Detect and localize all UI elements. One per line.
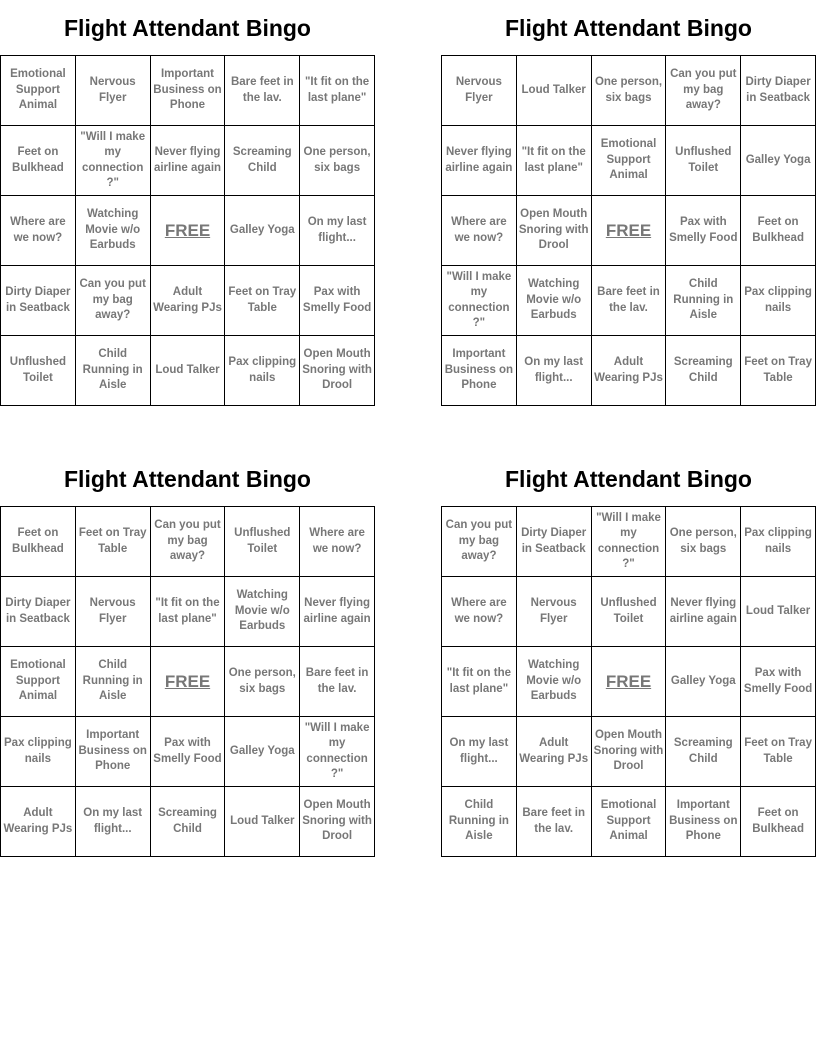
bingo-cell: Pax clipping nails (1, 717, 76, 787)
bingo-cell: Where are we now? (442, 196, 517, 266)
bingo-cell: Loud Talker (517, 56, 592, 126)
bingo-grid (0, 506, 375, 857)
card-title: Flight Attendant Bingo (505, 466, 752, 492)
bingo-cell: Dirty Diaper in Seatback (1, 266, 76, 336)
bingo-cell: Emotional Support Animal (1, 56, 76, 126)
bingo-cell: Nervous Flyer (76, 577, 151, 647)
bingo-cell: Bare feet in the lav. (300, 647, 375, 717)
bingo-cell: Dirty Diaper in Seatback (517, 507, 592, 577)
bingo-cell: Nervous Flyer (442, 56, 517, 126)
bingo-cell: Loud Talker (225, 787, 300, 857)
bingo-cell: Can you put my bag away? (442, 507, 517, 577)
bingo-cell: Adult Wearing PJs (592, 336, 667, 406)
free-space-cell: FREE (592, 196, 667, 266)
bingo-cell: Never flying airline again (442, 126, 517, 196)
bingo-cell: Open Mouth Snoring with Drool (517, 196, 592, 266)
bingo-cell: Dirty Diaper in Seatback (1, 577, 76, 647)
bingo-cell: Emotional Support Animal (592, 126, 667, 196)
bingo-cell: "Will I make my connection ?" (300, 717, 375, 787)
bingo-cell: Galley Yoga (225, 717, 300, 787)
bingo-cell: Emotional Support Animal (592, 787, 667, 857)
bingo-cell: Emotional Support Animal (1, 647, 76, 717)
bingo-cell: Galley Yoga (225, 196, 300, 266)
free-space-cell: FREE (592, 647, 667, 717)
bingo-cell: Pax clipping nails (225, 336, 300, 406)
bingo-cell: "Will I make my connection ?" (442, 266, 517, 336)
bingo-cell: Never flying airline again (300, 577, 375, 647)
bingo-cell: Watching Movie w/o Earbuds (76, 196, 151, 266)
bingo-cell: Important Business on Phone (666, 787, 741, 857)
bingo-cell: One person, six bags (592, 56, 667, 126)
bingo-cell: Loud Talker (151, 336, 226, 406)
bingo-cell: Screaming Child (666, 336, 741, 406)
bingo-cell: "It fit on the last plane" (300, 56, 375, 126)
bingo-cell: On my last flight... (517, 336, 592, 406)
bingo-cell: Child Running in Aisle (442, 787, 517, 857)
bingo-cell: Adult Wearing PJs (1, 787, 76, 857)
bingo-grid (441, 506, 816, 857)
bingo-cell: Pax with Smelly Food (666, 196, 741, 266)
bingo-cell: Pax clipping nails (741, 266, 816, 336)
bingo-cell: "It fit on the last plane" (517, 126, 592, 196)
bingo-cell: Important Business on Phone (442, 336, 517, 406)
bingo-cell: Feet on Bulkhead (1, 126, 76, 196)
bingo-cell: Never flying airline again (151, 126, 226, 196)
bingo-cell: Watching Movie w/o Earbuds (225, 577, 300, 647)
bingo-cell: Unflushed Toilet (225, 507, 300, 577)
bingo-cell: Feet on Bulkhead (1, 507, 76, 577)
bingo-cell: Galley Yoga (666, 647, 741, 717)
bingo-cell: Screaming Child (666, 717, 741, 787)
bingo-cell: One person, six bags (300, 126, 375, 196)
bingo-cell: On my last flight... (442, 717, 517, 787)
bingo-cell: "It fit on the last plane" (151, 577, 226, 647)
free-space-cell: FREE (151, 647, 226, 717)
bingo-cell: Important Business on Phone (76, 717, 151, 787)
card-title: Flight Attendant Bingo (64, 15, 311, 41)
bingo-cell: Feet on Bulkhead (741, 787, 816, 857)
bingo-cell: Pax with Smelly Food (741, 647, 816, 717)
bingo-cell: Can you put my bag away? (76, 266, 151, 336)
bingo-cell: Where are we now? (300, 507, 375, 577)
bingo-cell: Open Mouth Snoring with Drool (300, 336, 375, 406)
bingo-cell: Bare feet in the lav. (592, 266, 667, 336)
card-title: Flight Attendant Bingo (505, 15, 752, 41)
bingo-cell: Bare feet in the lav. (517, 787, 592, 857)
bingo-cell: Adult Wearing PJs (517, 717, 592, 787)
bingo-cell: Watching Movie w/o Earbuds (517, 647, 592, 717)
bingo-cell: Unflushed Toilet (666, 126, 741, 196)
bingo-cell: Child Running in Aisle (76, 336, 151, 406)
bingo-cell: Feet on Tray Table (225, 266, 300, 336)
bingo-cell: Screaming Child (151, 787, 226, 857)
bingo-cell: Adult Wearing PJs (151, 266, 226, 336)
bingo-cell: Feet on Tray Table (741, 717, 816, 787)
bingo-cell: Never flying airline again (666, 577, 741, 647)
bingo-cell: Feet on Tray Table (741, 336, 816, 406)
bingo-cell: Watching Movie w/o Earbuds (517, 266, 592, 336)
bingo-cell: Can you put my bag away? (151, 507, 226, 577)
bingo-cell: Bare feet in the lav. (225, 56, 300, 126)
bingo-cell: Nervous Flyer (517, 577, 592, 647)
bingo-cell: "Will I make my connection ?" (76, 126, 151, 196)
bingo-cell: "Will I make my connection ?" (592, 507, 667, 577)
bingo-cell: Pax with Smelly Food (300, 266, 375, 336)
bingo-cell: One person, six bags (225, 647, 300, 717)
bingo-grid (0, 55, 375, 406)
bingo-cell: Open Mouth Snoring with Drool (592, 717, 667, 787)
bingo-cell: One person, six bags (666, 507, 741, 577)
bingo-cell: Screaming Child (225, 126, 300, 196)
bingo-cell: On my last flight... (300, 196, 375, 266)
bingo-cell: Dirty Diaper in Seatback (741, 56, 816, 126)
bingo-cell: Where are we now? (442, 577, 517, 647)
bingo-cell: Child Running in Aisle (666, 266, 741, 336)
bingo-cell: "It fit on the last plane" (442, 647, 517, 717)
bingo-cell: Galley Yoga (741, 126, 816, 196)
bingo-cell: Pax clipping nails (741, 507, 816, 577)
bingo-cell: Where are we now? (1, 196, 76, 266)
bingo-cell: Unflushed Toilet (592, 577, 667, 647)
card-title: Flight Attendant Bingo (64, 466, 311, 492)
bingo-cell: Feet on Tray Table (76, 507, 151, 577)
bingo-cell: Can you put my bag away? (666, 56, 741, 126)
bingo-cell: Important Business on Phone (151, 56, 226, 126)
bingo-cell: On my last flight... (76, 787, 151, 857)
bingo-cell: Child Running in Aisle (76, 647, 151, 717)
free-space-cell: FREE (151, 196, 226, 266)
bingo-cell: Pax with Smelly Food (151, 717, 226, 787)
bingo-grid (441, 55, 816, 406)
bingo-cell: Unflushed Toilet (1, 336, 76, 406)
bingo-cell: Open Mouth Snoring with Drool (300, 787, 375, 857)
bingo-cell: Loud Talker (741, 577, 816, 647)
bingo-cell: Nervous Flyer (76, 56, 151, 126)
bingo-cell: Feet on Bulkhead (741, 196, 816, 266)
